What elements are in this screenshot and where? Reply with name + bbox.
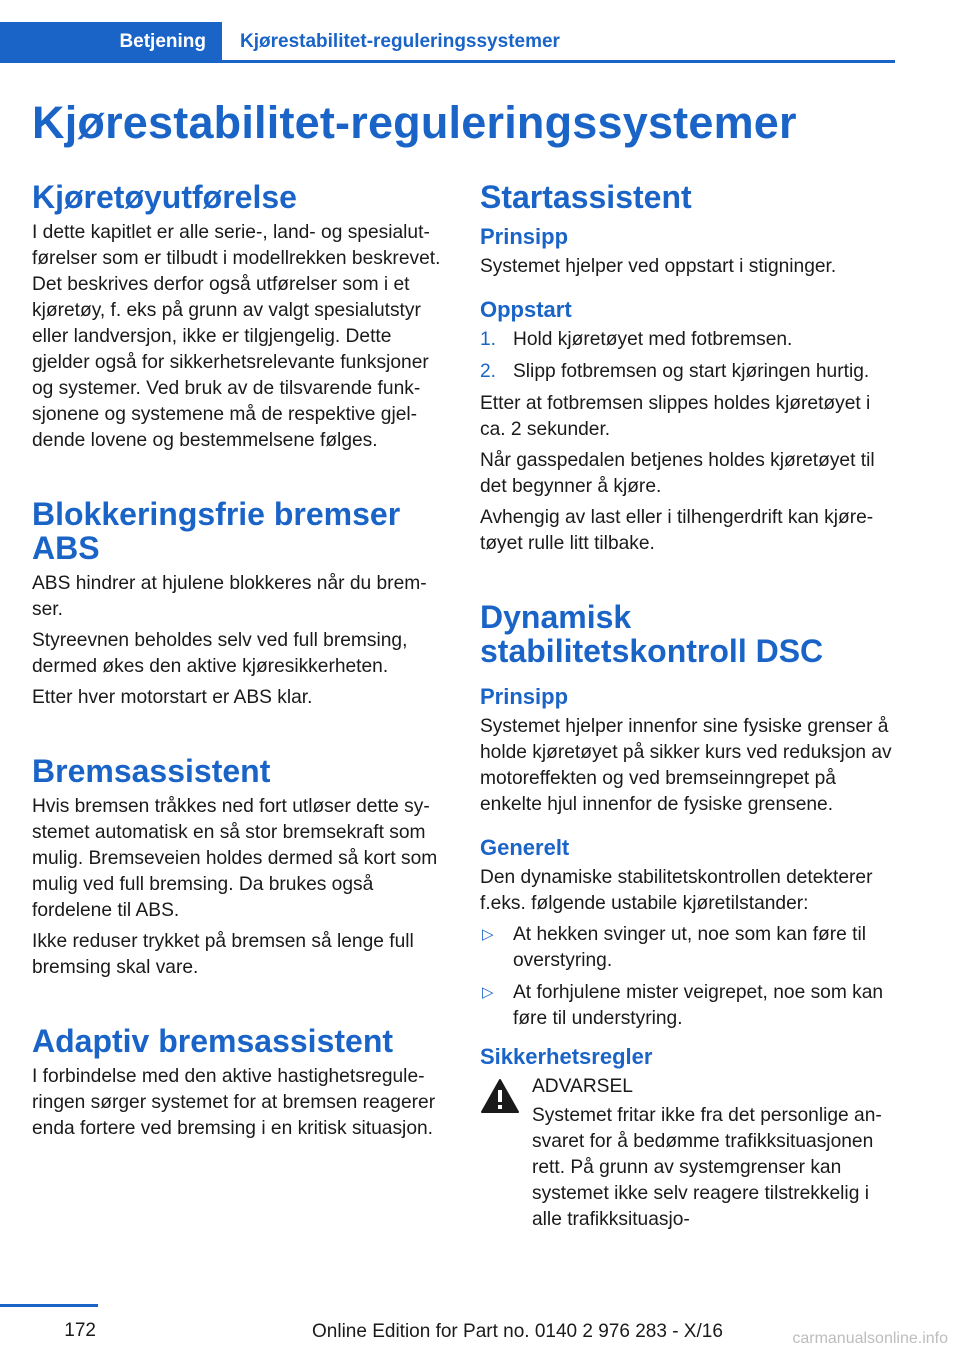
paragraph: Systemet hjelper ved oppstart i stigninger. xyxy=(480,256,837,277)
step-number: 1. xyxy=(480,329,497,350)
paragraph: Styreevnen beholdes selv ved full bremsing, dermed økes den aktive kjøresikkerheten. xyxy=(32,630,408,677)
paragraph: Den dynamiske stabilitetskontrollen detekterer f.eks. følgende ustabile kjøretilstander: xyxy=(480,867,873,914)
subheading-sikkerhetsregler: Sikkerhetsregler xyxy=(480,1044,653,1069)
warning-triangle-icon xyxy=(480,1078,520,1114)
right-column xyxy=(480,180,898,1236)
warning-label: ADVARSEL xyxy=(532,1076,633,1097)
list-item xyxy=(480,327,898,353)
bullet-list xyxy=(480,922,898,1032)
paragraph: I forbindelse med den aktive hastighetsreguleringen sørger systemet for at bremsen reagerer enda fortere ved bremsing i en kritisk situasjon. xyxy=(32,1066,436,1139)
steps-list xyxy=(480,327,898,385)
paragraph: Etter at fotbremsen slippes holdes kjøretøyet i ca. 2 sekunder. xyxy=(480,393,871,440)
heading-kjoretoyutforelse: Kjøretøyutførelse xyxy=(32,179,297,215)
paragraph: Etter hver motorstart er ABS klar. xyxy=(32,687,313,708)
page-title: Kjørestabilitet-reguleringssystemer xyxy=(32,97,797,148)
heading-startassistent: Startassistent xyxy=(480,179,692,215)
paragraph: Ikke reduser trykket på bremsen så lenge full bremsing skal vare. xyxy=(32,931,414,978)
page-number: 172 xyxy=(0,1304,98,1342)
warning-text: Systemet fritar ikke fra det personlige ansvaret for å bedømme trafikksituasjonen rett. På grunn av systemgrenser kan systemet ikke selv reagere tilstrekkelig i alle trafikksituasjo- xyxy=(532,1105,882,1230)
list-item xyxy=(480,922,898,974)
paragraph: I dette kapitlet er alle serie-, land- og spesialutførelser som er tilbudt i modellrekken beskrevet. Det beskrives derfor også utførelser som i et kjøretøy, f. eks på grunn av valgt spesialutstyr eller landversjon, ikke er tilgjengelig. Dette gjelder også for sikkerhetsrelevante funksjoner og systemer. Ved bruk av de tilsvarende funksjonene og systemene må de respektive gjeldende lovene og bestemmelsene følges. xyxy=(32,222,441,451)
subheading-prinsipp: Prinsipp xyxy=(480,684,569,709)
watermark: carmanualsonline.info xyxy=(792,1330,948,1347)
warning-box xyxy=(480,1074,898,1233)
paragraph: Hvis bremsen tråkkes ned fort utløser dette systemet automatisk en så stor bremsekraft som mulig. Bremseveien holdes dermed så kort som mulig ved full bremsing. Da brukes også fordelene til ABS. xyxy=(32,796,438,921)
tab-section[interactable]: Kjørestabilitet-reguleringssystemer xyxy=(240,31,560,52)
bullet-text: At forhjulene mister veigrepet, noe som kan føre til understyring. xyxy=(513,982,884,1029)
step-number: 2. xyxy=(480,361,497,382)
list-item xyxy=(480,980,898,1032)
edition-note: Online Edition for Part no. 0140 2 976 283 - X/16 xyxy=(312,1321,723,1342)
heading-abs: Blokkeringsfrie bremser ABS xyxy=(32,496,401,566)
paragraph: Avhengig av last eller i tilhengerdrift kan kjøretøyet rulle litt tilbake. xyxy=(480,507,874,554)
step-text: Hold kjøretøyet med fotbremsen. xyxy=(513,329,793,350)
left-column xyxy=(32,180,450,1147)
heading-adaptiv-bremsassistent: Adaptiv bremsassistent xyxy=(32,1023,394,1059)
heading-dsc: Dynamisk stabilitetskontroll DSC xyxy=(480,599,824,669)
list-item xyxy=(480,359,898,385)
triangle-bullet-icon: ▷ xyxy=(482,984,494,1001)
paragraph: ABS hindrer at hjulene blokkeres når du bremser. xyxy=(32,573,427,620)
heading-bremsassistent: Bremsassistent xyxy=(32,753,271,789)
subheading-generelt: Generelt xyxy=(480,835,570,860)
bullet-text: At hekken svinger ut, noe som kan føre til overstyring. xyxy=(513,924,867,971)
triangle-bullet-icon: ▷ xyxy=(482,926,494,943)
subheading-prinsipp: Prinsipp xyxy=(480,224,569,249)
paragraph: Når gasspedalen betjenes holdes kjøretøyet til det begynner å kjøre. xyxy=(480,450,875,497)
subheading-oppstart: Oppstart xyxy=(480,297,572,322)
paragraph: Systemet hjelper innenfor sine fysiske grenser å holde kjøretøyet på sikker kurs ved reduksjon av motoreffekten og ved bremseinngrepet på enkelte hjul innenfor de fysiske grensene. xyxy=(480,716,892,815)
tab-chapter[interactable]: Betjening xyxy=(0,22,222,63)
step-text: Slipp fotbremsen og start kjøringen hurtig. xyxy=(513,361,870,382)
chapter-header xyxy=(0,22,895,62)
